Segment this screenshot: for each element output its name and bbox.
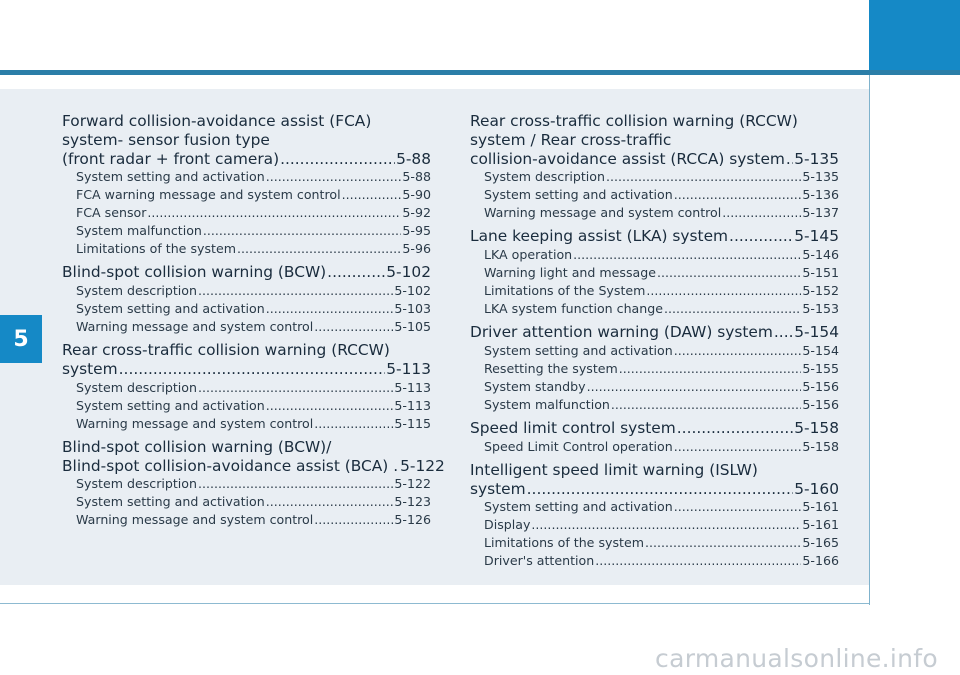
toc-item-label: Warning message and system control [76,319,314,335]
section-heading-title: Driver attention warning (DAW) system [470,323,773,342]
toc-section [470,323,839,414]
toc-item[interactable] [62,475,431,493]
page-number: 5-165 [802,535,839,551]
dot-leader [203,222,402,240]
section-heading-line: Forward collision-avoidance assist (FCA) [62,112,372,130]
page-number: 5-154 [794,323,839,342]
section-heading-title: collision-avoidance assist (RCCA) system [470,149,785,168]
section-heading-entry[interactable] [62,456,445,476]
toc-item-label: Display [484,517,531,533]
toc-item[interactable] [470,246,839,264]
toc-item[interactable] [62,222,431,240]
dot-leader [722,204,801,222]
section-heading-entry[interactable] [470,323,839,342]
toc-item-label: Limitations of the system [76,241,236,257]
page-number: 5-92 [402,205,431,221]
toc-item[interactable] [470,264,839,282]
page-number: 5-161 [802,499,839,515]
dot-leader [774,323,793,342]
dot-leader [677,419,793,438]
section-heading-title: (front radar + front camera) [62,149,280,168]
toc-item-label: LKA system function change [484,301,663,317]
toc-item-label: System description [76,476,197,492]
page-number: 5-155 [802,360,839,376]
dot-leader [266,397,394,415]
toc-item[interactable] [470,342,839,360]
toc-item-label: Resetting the system [484,360,618,376]
watermark: carmanualsonline.info [655,644,938,673]
toc-section [62,341,431,433]
dot-leader [119,360,386,379]
section-heading-entry[interactable] [470,419,839,438]
toc-item[interactable] [62,415,431,433]
toc-item[interactable] [470,498,839,516]
toc-item[interactable] [470,360,839,378]
toc-item[interactable] [62,168,431,186]
dot-leader [619,360,802,378]
page-number: 5-135 [802,169,839,185]
dot-leader [237,240,401,258]
section-heading-line: Rear cross-traffic collision warning (RCCW) [62,341,390,360]
toc-item-label: System setting and activation [484,187,673,203]
dot-leader [266,300,394,318]
toc-left-column [62,107,445,529]
dot-leader [327,263,385,282]
dot-leader [611,396,801,414]
toc-item-label: System description [76,283,197,299]
section-heading-entry[interactable] [62,360,431,379]
toc-item[interactable] [470,282,839,300]
toc-item-label: FCA warning message and system control [76,187,341,203]
page-number: 5-122 [394,476,431,492]
toc-item[interactable] [470,300,839,318]
dot-leader [573,246,801,264]
page-number: 5-102 [386,263,431,282]
toc-item-label: System malfunction [484,396,610,412]
dot-leader [198,282,393,300]
page-number: 5-103 [394,301,431,317]
dot-leader [657,264,801,282]
toc-item[interactable] [62,511,431,529]
page-number: 5-113 [386,359,431,378]
dot-leader [595,552,801,570]
section-heading-entry[interactable] [62,263,431,282]
dot-leader [314,511,393,529]
dot-leader [527,480,794,499]
dot-leader [266,493,394,511]
page-number: 5-135 [794,149,839,168]
toc-item-label: FCA sensor [76,205,147,221]
toc-item[interactable] [62,204,431,222]
dot-leader [674,438,802,456]
page-number: 5-156 [802,378,839,394]
dot-leader [314,415,393,433]
section-heading-title: Lane keeping assist (LKA) system [470,227,729,246]
toc-section [470,112,839,222]
toc-item-label: System description [484,169,605,185]
toc-item-label: Driver's attention [484,553,595,569]
toc-item[interactable] [62,282,431,300]
page-number: 5-90 [402,187,431,203]
toc-item-label: Warning message and system control [76,415,314,431]
toc-item-label: Limitations of the system [484,535,644,551]
section-heading-line: Intelligent speed limit warning (ISLW) [470,460,758,479]
page-number: 5-161 [802,517,839,533]
toc-item-label: System setting and activation [76,301,265,317]
page-number: 5-126 [394,512,431,528]
toc-item-label: System malfunction [76,223,202,239]
page-number: 5-122 [400,456,445,475]
dot-leader [786,150,793,169]
page-number: 5-146 [802,247,839,263]
toc-item[interactable] [62,186,431,204]
dot-leader [198,475,393,493]
dot-leader [147,204,401,222]
toc-item[interactable] [470,186,839,204]
section-heading-title: Blind-spot collision-avoidance assist (BCA) . [62,456,399,475]
toc-item-label: Limitations of the System [484,283,646,299]
dot-leader [342,186,402,204]
toc-item[interactable] [470,396,839,414]
dot-leader [587,378,802,396]
page-number: 5-88 [396,149,431,168]
toc-item-label: System setting and activation [76,397,265,413]
chapter-tab[interactable]: 5 [0,315,42,363]
toc-item-label: Warning message and system control [484,205,722,221]
section-heading-title: Blind-spot collision warning (BCW) [62,263,327,282]
toc-item[interactable] [470,516,839,534]
dot-leader [674,342,802,360]
corner-color-block [869,0,960,72]
dot-leader [606,168,801,186]
toc-item-label: Speed Limit Control operation [484,438,673,454]
toc-item-label: System setting and activation [76,494,265,510]
toc-section [62,263,431,336]
page-number: 5-95 [402,223,431,239]
toc-section [470,227,839,318]
section-heading-line: Rear cross-traffic collision warning (RCCW) [470,112,798,130]
toc-item-label: System setting and activation [484,342,673,358]
section-heading-title: system [470,479,526,498]
dot-leader [729,227,793,246]
page-number: 5-136 [802,187,839,203]
right-divider [869,75,870,605]
section-heading-entry[interactable] [470,150,839,169]
dot-leader [646,282,801,300]
toc-item[interactable] [62,240,431,258]
toc-section [470,419,839,456]
toc-right-column [470,107,839,570]
footer-rule [0,603,869,604]
toc-item[interactable] [470,534,839,552]
toc-item[interactable] [470,204,839,222]
page-number: 5-152 [802,283,839,299]
page-number: 5-88 [402,169,431,185]
section-heading-line: system- sensor fusion type [62,130,270,149]
toc-item[interactable] [470,168,839,186]
toc-section [62,112,431,258]
toc-item-label: LKA operation [484,247,573,263]
dot-leader [645,534,801,552]
toc-section [62,437,445,530]
toc-item[interactable] [470,552,839,570]
toc-item[interactable] [62,318,431,336]
toc-item-label: System setting and activation [484,499,673,515]
page-number: 5-113 [394,379,431,395]
toc-item-label: System standby [484,378,586,394]
page-number: 5-137 [802,205,839,221]
toc-item[interactable] [470,438,839,456]
section-heading-title: system [62,359,118,378]
page-number: 5-96 [402,241,431,257]
toc-item[interactable] [470,378,839,396]
toc-item-label: System description [76,379,197,395]
page-number: 5-123 [394,494,431,510]
toc-item[interactable] [62,493,431,511]
page-number: 5-158 [794,418,839,437]
page-number: 5-160 [794,479,839,498]
page-number: 5-158 [802,438,839,454]
section-heading-line: Blind-spot collision warning (BCW)/ [62,437,332,456]
dot-leader [674,186,802,204]
page-number: 5-156 [802,396,839,412]
toc-item-label: Warning light and message [484,265,656,281]
toc-item[interactable] [62,379,431,397]
page-number: 5-115 [394,415,431,431]
dot-leader [531,516,801,534]
toc-item-label: Warning message and system control [76,512,314,528]
toc-item[interactable] [62,397,431,415]
toc-item[interactable] [62,300,431,318]
dot-leader [198,379,393,397]
toc-item-label: System setting and activation [76,169,265,185]
page-number: 5-151 [802,265,839,281]
dot-leader [674,498,802,516]
dot-leader [280,150,395,169]
section-heading-title: Speed limit control system [470,418,676,437]
page-number: 5-105 [394,319,431,335]
page-number: 5-153 [802,301,839,317]
header-rule [0,70,960,75]
page-number: 5-102 [394,283,431,299]
section-heading-entry[interactable] [470,480,839,499]
toc-section [470,461,839,571]
dot-leader [266,168,402,186]
dot-leader [664,300,801,318]
page-number: 5-113 [394,397,431,413]
page-number: 5-154 [802,342,839,358]
page-number: 5-166 [802,553,839,569]
section-heading-line: system / Rear cross-traffic [470,130,672,149]
page-number: 5-145 [794,227,839,246]
dot-leader [314,318,393,336]
section-heading-entry[interactable] [62,150,431,169]
section-heading-entry[interactable] [470,227,839,246]
